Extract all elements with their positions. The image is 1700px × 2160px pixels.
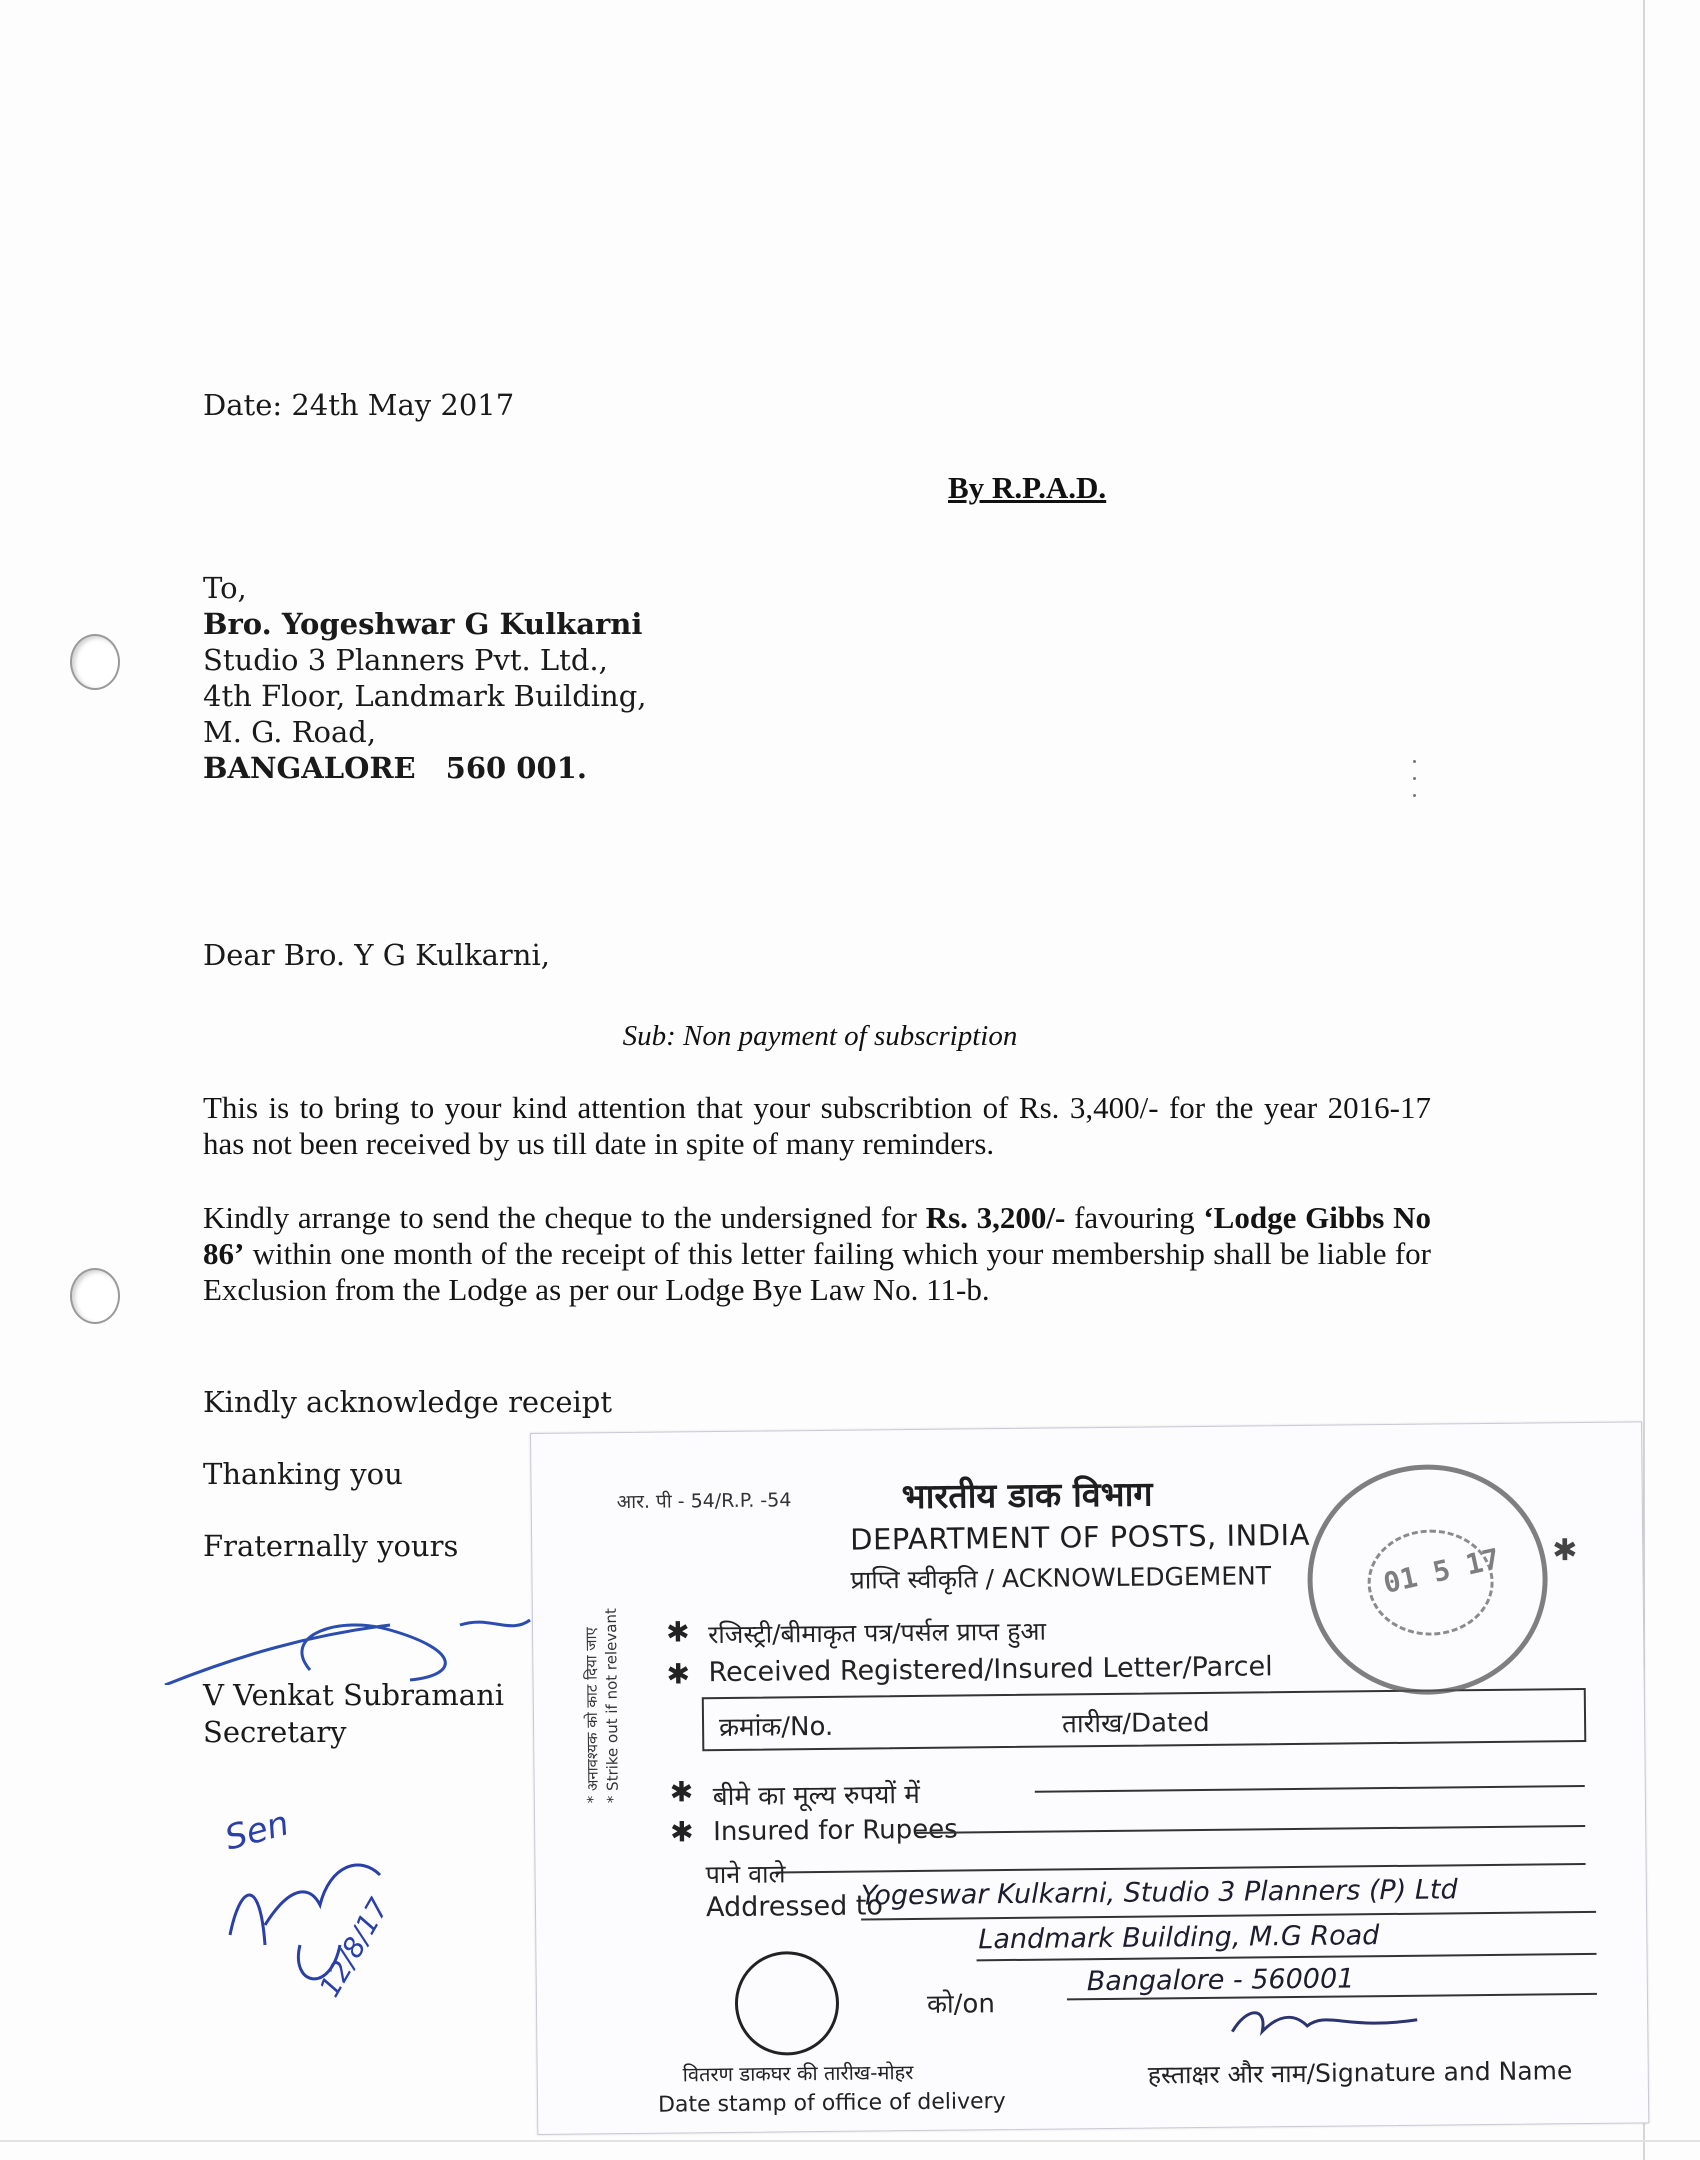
handwritten-address-1: Yogeswar Kulkarni, Studio 3 Planners (P) Ltd [860, 1874, 1458, 1912]
address-line-3: M. G. Road, [203, 715, 377, 749]
subject-line: Sub: Non payment of subscription [622, 1020, 1018, 1052]
acknowledge-line: Kindly acknowledge receipt [203, 1385, 612, 1419]
handwritten-note-1: Sen [220, 1803, 294, 1859]
paragraph-2 [203, 1200, 1431, 1308]
delivery-stamp-circle [734, 1951, 839, 2056]
para2-text-b: favouring [1065, 1200, 1204, 1235]
asterisk-icon: ✱ [670, 1815, 694, 1849]
ack-title: प्राप्ति स्वीकृति / ACKNOWLEDGEMENT [850, 1561, 1272, 1595]
closing-line: Fraternally yours [203, 1529, 459, 1563]
received-hindi: रजिस्ट्री/बीमाकृत पत्र/पर्सल प्राप्त हुआ [707, 1616, 1047, 1650]
delivery-mode: By R.P.A.D. [948, 470, 1107, 505]
insured-rule-2 [915, 1825, 1585, 1834]
address-rule-1 [861, 1911, 1596, 1921]
dated-label: तारीख/Dated [1061, 1707, 1210, 1740]
para2-text-a: Kindly arrange to send the cheque to the undersigned for [203, 1200, 926, 1235]
number-label: क्रमांक/No. [718, 1711, 834, 1744]
signatory-name: V Venkat Subramani [203, 1678, 505, 1712]
asterisk-icon: ✱ [669, 1775, 694, 1809]
asterisk-icon: ✱ [665, 1615, 690, 1649]
asterisk-icon: ✱ [666, 1657, 691, 1691]
letter-date: Date: 24th May 2017 [203, 388, 515, 422]
scan-specks [1413, 760, 1421, 840]
insured-rule-1 [1035, 1785, 1585, 1793]
insured-english: Insured for Rupees [713, 1814, 958, 1848]
postmark-stamp [1306, 1463, 1548, 1696]
vertical-note-english: * Strike out if not relevant [601, 1608, 622, 1804]
paragraph-1: This is to bring to your kind attention that your subscribtion of Rs. 3,400/- for the year 2016-17 has not been received by us till date in spite of many reminders. [203, 1090, 1431, 1161]
thanks-line: Thanking you [203, 1457, 403, 1491]
salutation: Dear Bro. Y G Kulkarni, [203, 938, 550, 972]
para2-text-c: within one month of the receipt of this letter failing which your membership shall be liable for Exclusion from the Lodge as per our Lodge Bye Law No. 11-b. [203, 1236, 1431, 1307]
address-rule-0 [776, 1863, 1586, 1873]
address-line-2: 4th Floor, Landmark Building, [203, 679, 647, 713]
punch-hole-bottom [70, 1268, 120, 1324]
stamp-cross-icon: ✱ [1552, 1533, 1578, 1569]
vertical-note-hindi: * अनावश्यक को काट दिया जाए [582, 1627, 602, 1804]
addressee-name: Bro. Yogeshwar G Kulkarni [203, 607, 643, 641]
recipient-signature [1227, 2000, 1428, 2052]
delivery-stamp-english: Date stamp of office of delivery [657, 2089, 1006, 2118]
addressed-english: Addressed to [705, 1890, 884, 1924]
dept-title-hindi: भारतीय डाक विभाग [901, 1474, 1153, 1518]
addressed-hindi: पाने वाले [705, 1859, 786, 1890]
para2-lodge: ‘Lodge Gibbs No 86’ [203, 1200, 1432, 1271]
postmark-date: 01 5 17 [1380, 1541, 1503, 1600]
dept-title-english: DEPARTMENT OF POSTS, INDIA [849, 1517, 1311, 1557]
address-pin: 560 001. [445, 751, 587, 785]
handwritten-address-2: Landmark Building, M.G Road [978, 1920, 1380, 1956]
handwritten-note-2: 12/8/17 [312, 1892, 396, 2003]
address-city-name: BANGALORE [203, 751, 416, 785]
card-code: आर. पी - 54/R.P. -54 [616, 1489, 792, 1514]
on-label: को/on [926, 1989, 996, 2020]
to-label: To, [203, 571, 247, 605]
received-english: Received Registered/Insured Letter/Parcel [708, 1651, 1273, 1689]
designation: Secretary [203, 1715, 347, 1749]
punch-hole-top [70, 634, 120, 690]
acknowledgement-card [530, 1421, 1649, 2135]
page-bottom-edge [0, 2140, 1700, 2142]
signature-scribble [160, 1595, 540, 1685]
address-city [203, 750, 587, 786]
para2-amount: Rs. 3,200/- [925, 1200, 1066, 1235]
vertical-note [580, 1543, 623, 1803]
handwritten-address-3: Bangalore - 560001 [1086, 1963, 1355, 1998]
signature-label: हस्ताक्षर और नाम/Signature and Name [1147, 2056, 1573, 2090]
insured-hindi: बीमे का मूल्य रुपयों में [712, 1779, 921, 1813]
address-line-1: Studio 3 Planners Pvt. Ltd., [203, 643, 608, 677]
delivery-stamp-hindi: वितरण डाकघर की तारीख-मोहर [682, 2060, 914, 2087]
